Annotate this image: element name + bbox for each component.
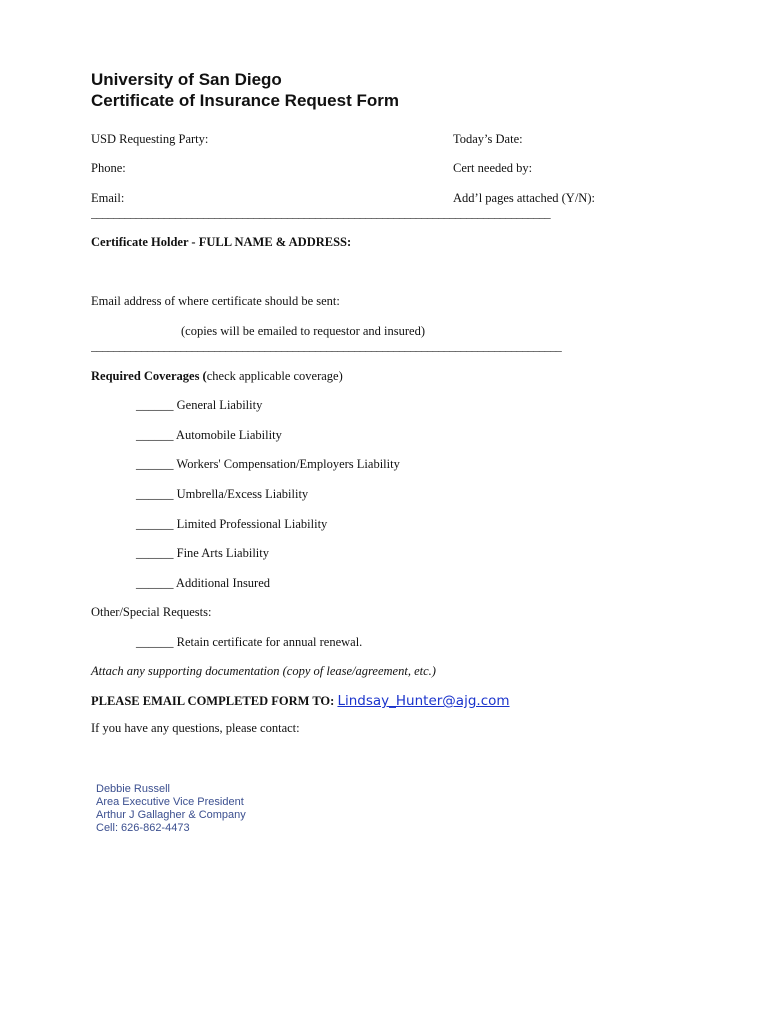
cert-email-label: Email address of where certificate should be sent: [91,294,340,308]
email-label: Email: [91,191,125,205]
separator-rule-1: __________________________________________________________________________________ [91,206,551,220]
coverage-umbrella-excess[interactable]: ______ Umbrella/Excess Liability [136,487,309,501]
requesting-party-label: USD Requesting Party: [91,132,209,146]
other-requests-label: Other/Special Requests: [91,605,212,619]
questions-label: If you have any questions, please contact: [91,721,300,735]
contact-name: Debbie Russell [96,783,170,795]
contact-company: Arthur J Gallagher & Company [96,809,246,821]
copies-note: (copies will be emailed to requestor and insured) [181,324,426,338]
coverage-workers-compensation[interactable]: ______ Workers' Compensation/Employers Liability [136,457,400,471]
todays-date-label: Today’s Date: [453,132,523,146]
retain-certificate-option[interactable]: ______ Retain certificate for annual renewal. [136,635,363,649]
coverage-fine-arts[interactable]: ______ Fine Arts Liability [136,546,269,560]
coverage-general-liability[interactable]: ______ General Liability [136,398,263,412]
certificate-holder-label: Certificate Holder - FULL NAME & ADDRESS: [91,235,352,249]
required-coverages-heading [91,369,343,384]
coverage-additional-insured[interactable]: ______ Additional Insured [136,576,271,590]
form-title-line2: Certificate of Insurance Request Form [91,91,399,110]
attach-documentation-note: Attach any supporting documentation (copy of lease/agreement, etc.) [91,664,436,678]
phone-label: Phone: [91,161,126,175]
submit-email-link[interactable]: Lindsay_Hunter@ajg.com [337,693,510,709]
addl-pages-label: Add’l pages attached (Y/N): [453,191,595,205]
form-title-line1: University of San Diego [91,70,282,89]
required-coverages-heading-note: check applicable coverage) [206,369,343,383]
submit-instruction [91,693,510,709]
separator-rule-2: ____________________________________________________________________________________ [91,339,562,353]
contact-role: Area Executive Vice President [96,796,244,808]
submit-label: PLEASE EMAIL COMPLETED FORM TO: [91,694,338,708]
required-coverages-heading-bold: Required Coverages ( [91,369,207,383]
contact-cell: Cell: 626-862-4473 [96,822,190,834]
coverage-limited-professional[interactable]: ______ Limited Professional Liability [136,517,328,531]
coverage-automobile-liability[interactable]: ______ Automobile Liability [136,428,282,442]
cert-needed-by-label: Cert needed by: [453,161,533,175]
